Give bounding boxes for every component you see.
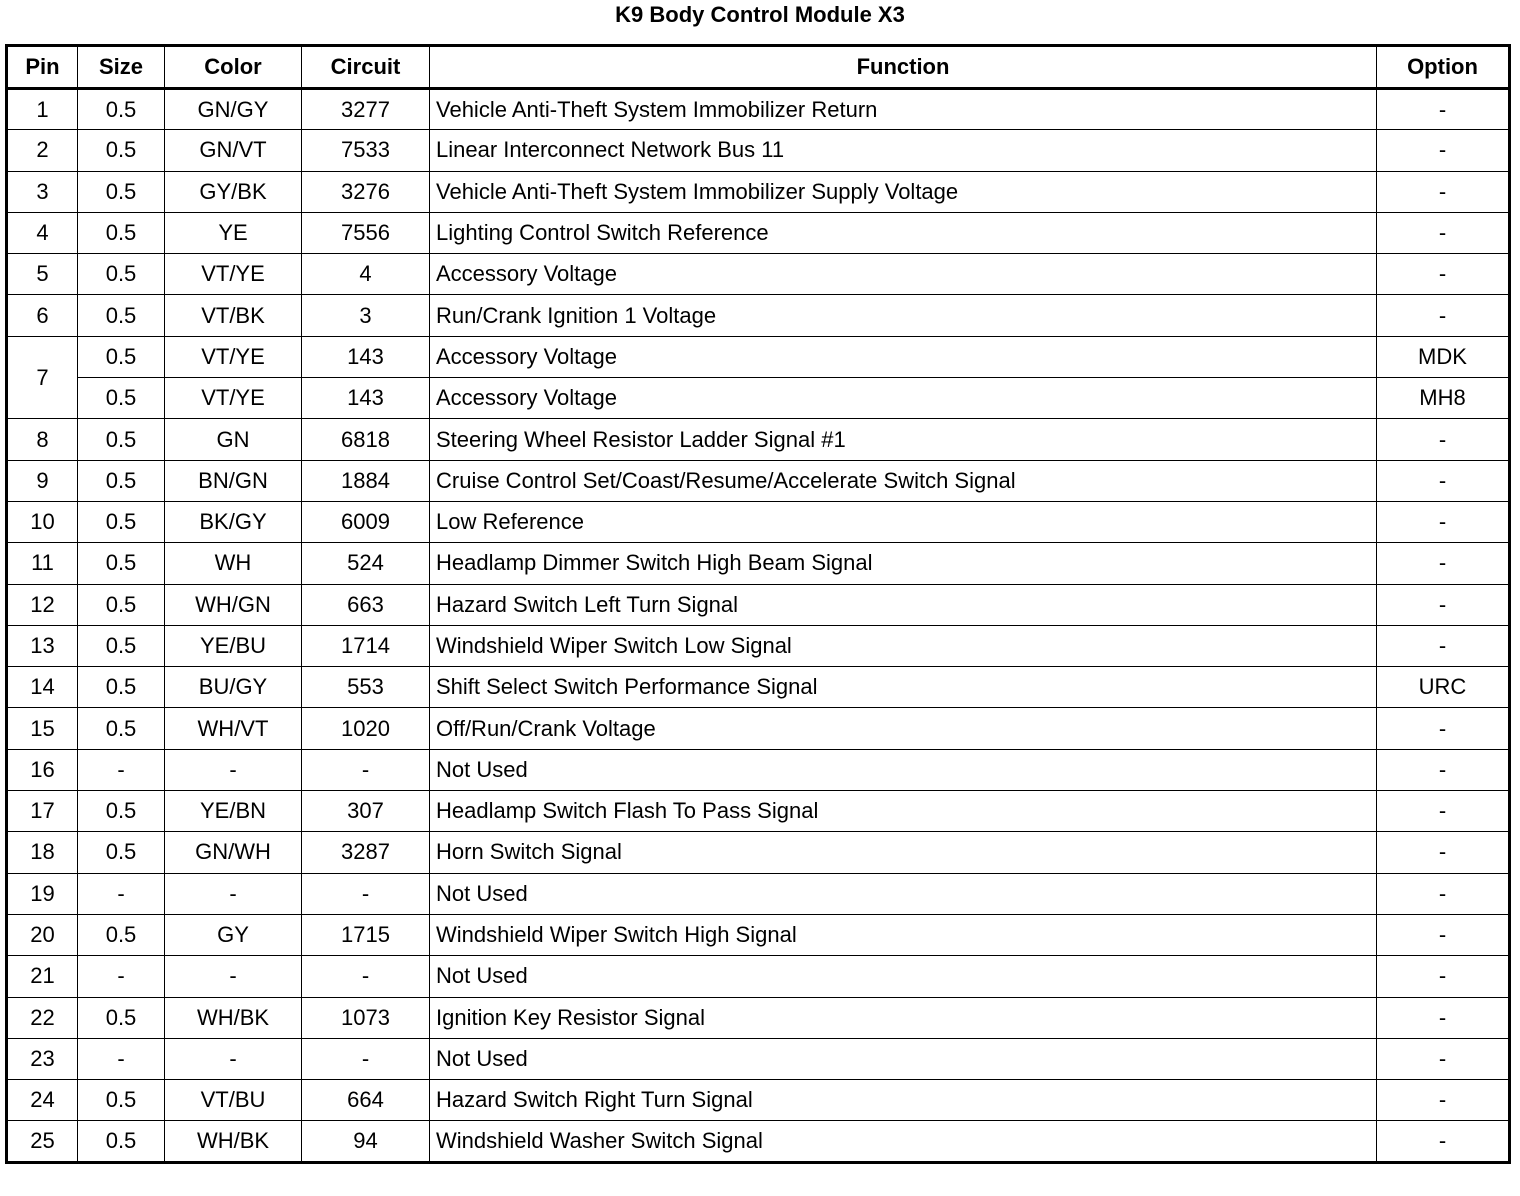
circuit-cell: 143 bbox=[302, 378, 430, 419]
header-row bbox=[7, 46, 1510, 89]
size-cell: 0.5 bbox=[78, 171, 165, 212]
color-cell: WH/VT bbox=[165, 708, 302, 749]
size-cell: - bbox=[78, 873, 165, 914]
function-cell: Accessory Voltage bbox=[430, 254, 1377, 295]
option-cell: - bbox=[1377, 543, 1510, 584]
circuit-cell: 1020 bbox=[302, 708, 430, 749]
table-row bbox=[7, 336, 1510, 377]
header-pin: Pin bbox=[7, 46, 78, 89]
table-row bbox=[7, 1080, 1510, 1121]
table-row bbox=[7, 295, 1510, 336]
color-cell: BU/GY bbox=[165, 667, 302, 708]
function-cell: Accessory Voltage bbox=[430, 378, 1377, 419]
size-cell: - bbox=[78, 749, 165, 790]
option-cell: - bbox=[1377, 1121, 1510, 1162]
size-cell: 0.5 bbox=[78, 89, 165, 130]
pin-cell: 22 bbox=[7, 997, 78, 1038]
pin-cell: 3 bbox=[7, 171, 78, 212]
function-cell: Vehicle Anti-Theft System Immobilizer Supply Voltage bbox=[430, 171, 1377, 212]
size-cell: 0.5 bbox=[78, 336, 165, 377]
circuit-cell: 524 bbox=[302, 543, 430, 584]
size-cell: 0.5 bbox=[78, 130, 165, 171]
color-cell: VT/YE bbox=[165, 254, 302, 295]
function-cell: Ignition Key Resistor Signal bbox=[430, 997, 1377, 1038]
color-cell: GN/GY bbox=[165, 89, 302, 130]
table-row bbox=[7, 212, 1510, 253]
color-cell: BN/GN bbox=[165, 460, 302, 501]
size-cell: 0.5 bbox=[78, 212, 165, 253]
size-cell: - bbox=[78, 1038, 165, 1079]
table-row bbox=[7, 791, 1510, 832]
option-cell: - bbox=[1377, 171, 1510, 212]
page-title: K9 Body Control Module X3 bbox=[615, 2, 905, 27]
size-cell: 0.5 bbox=[78, 1080, 165, 1121]
size-cell: 0.5 bbox=[78, 667, 165, 708]
function-cell: Accessory Voltage bbox=[430, 336, 1377, 377]
color-cell: - bbox=[165, 749, 302, 790]
circuit-cell: 4 bbox=[302, 254, 430, 295]
pin-cell: 18 bbox=[7, 832, 78, 873]
pin-cell: 7 bbox=[7, 336, 78, 419]
function-cell: Cruise Control Set/Coast/Resume/Accelerate Switch Signal bbox=[430, 460, 1377, 501]
circuit-cell: 1715 bbox=[302, 914, 430, 955]
circuit-cell: 6818 bbox=[302, 419, 430, 460]
size-cell: 0.5 bbox=[78, 708, 165, 749]
circuit-cell: - bbox=[302, 749, 430, 790]
size-cell: 0.5 bbox=[78, 543, 165, 584]
table-row bbox=[7, 501, 1510, 542]
option-cell: - bbox=[1377, 791, 1510, 832]
pin-cell: 6 bbox=[7, 295, 78, 336]
size-cell: 0.5 bbox=[78, 584, 165, 625]
option-cell: - bbox=[1377, 295, 1510, 336]
function-cell: Off/Run/Crank Voltage bbox=[430, 708, 1377, 749]
table-row bbox=[7, 997, 1510, 1038]
function-cell: Shift Select Switch Performance Signal bbox=[430, 667, 1377, 708]
color-cell: - bbox=[165, 956, 302, 997]
color-cell: GN bbox=[165, 419, 302, 460]
table-row bbox=[7, 89, 1510, 130]
table-row bbox=[7, 378, 1510, 419]
color-cell: YE/BU bbox=[165, 625, 302, 666]
header-circuit: Circuit bbox=[302, 46, 430, 89]
option-cell: - bbox=[1377, 956, 1510, 997]
size-cell: 0.5 bbox=[78, 419, 165, 460]
size-cell: 0.5 bbox=[78, 997, 165, 1038]
color-cell: VT/YE bbox=[165, 336, 302, 377]
option-cell: MDK bbox=[1377, 336, 1510, 377]
color-cell: WH/GN bbox=[165, 584, 302, 625]
function-cell: Windshield Wiper Switch Low Signal bbox=[430, 625, 1377, 666]
circuit-cell: 143 bbox=[302, 336, 430, 377]
circuit-cell: 3 bbox=[302, 295, 430, 336]
size-cell: 0.5 bbox=[78, 832, 165, 873]
pin-cell: 16 bbox=[7, 749, 78, 790]
table-row bbox=[7, 460, 1510, 501]
header-option: Option bbox=[1377, 46, 1510, 89]
circuit-cell: 1714 bbox=[302, 625, 430, 666]
option-cell: - bbox=[1377, 419, 1510, 460]
table-row bbox=[7, 749, 1510, 790]
function-cell: Horn Switch Signal bbox=[430, 832, 1377, 873]
function-cell: Headlamp Switch Flash To Pass Signal bbox=[430, 791, 1377, 832]
table-row bbox=[7, 584, 1510, 625]
circuit-cell: 664 bbox=[302, 1080, 430, 1121]
pin-cell: 13 bbox=[7, 625, 78, 666]
option-cell: - bbox=[1377, 212, 1510, 253]
option-cell: - bbox=[1377, 914, 1510, 955]
circuit-cell: 6009 bbox=[302, 501, 430, 542]
size-cell: 0.5 bbox=[78, 625, 165, 666]
option-cell: - bbox=[1377, 832, 1510, 873]
pin-cell: 12 bbox=[7, 584, 78, 625]
circuit-cell: 307 bbox=[302, 791, 430, 832]
pin-cell: 21 bbox=[7, 956, 78, 997]
function-cell: Windshield Washer Switch Signal bbox=[430, 1121, 1377, 1162]
color-cell: - bbox=[165, 1038, 302, 1079]
color-cell: WH/BK bbox=[165, 997, 302, 1038]
option-cell: - bbox=[1377, 749, 1510, 790]
pin-cell: 8 bbox=[7, 419, 78, 460]
circuit-cell: 663 bbox=[302, 584, 430, 625]
circuit-cell: 1073 bbox=[302, 997, 430, 1038]
option-cell: - bbox=[1377, 625, 1510, 666]
function-cell: Low Reference bbox=[430, 501, 1377, 542]
circuit-cell: - bbox=[302, 1038, 430, 1079]
circuit-cell: - bbox=[302, 873, 430, 914]
table-row bbox=[7, 873, 1510, 914]
size-cell: 0.5 bbox=[78, 378, 165, 419]
table-row bbox=[7, 419, 1510, 460]
function-cell: Run/Crank Ignition 1 Voltage bbox=[430, 295, 1377, 336]
table-row bbox=[7, 708, 1510, 749]
function-cell: Lighting Control Switch Reference bbox=[430, 212, 1377, 253]
circuit-cell: 553 bbox=[302, 667, 430, 708]
color-cell: GN/VT bbox=[165, 130, 302, 171]
circuit-cell: 3287 bbox=[302, 832, 430, 873]
header-size: Size bbox=[78, 46, 165, 89]
color-cell: GN/WH bbox=[165, 832, 302, 873]
pin-cell: 5 bbox=[7, 254, 78, 295]
color-cell: YE bbox=[165, 212, 302, 253]
function-cell: Linear Interconnect Network Bus 11 bbox=[430, 130, 1377, 171]
color-cell: YE/BN bbox=[165, 791, 302, 832]
color-cell: GY bbox=[165, 914, 302, 955]
function-cell: Steering Wheel Resistor Ladder Signal #1 bbox=[430, 419, 1377, 460]
size-cell: 0.5 bbox=[78, 914, 165, 955]
function-cell: Not Used bbox=[430, 1038, 1377, 1079]
color-cell: BK/GY bbox=[165, 501, 302, 542]
option-cell: MH8 bbox=[1377, 378, 1510, 419]
option-cell: - bbox=[1377, 130, 1510, 171]
size-cell: 0.5 bbox=[78, 254, 165, 295]
option-cell: - bbox=[1377, 873, 1510, 914]
pin-cell: 11 bbox=[7, 543, 78, 584]
size-cell: 0.5 bbox=[78, 501, 165, 542]
pin-cell: 25 bbox=[7, 1121, 78, 1162]
color-cell: - bbox=[165, 873, 302, 914]
color-cell: VT/BK bbox=[165, 295, 302, 336]
circuit-cell: 7556 bbox=[302, 212, 430, 253]
pin-cell: 24 bbox=[7, 1080, 78, 1121]
table-body bbox=[7, 89, 1510, 1163]
table-row bbox=[7, 956, 1510, 997]
option-cell: - bbox=[1377, 1038, 1510, 1079]
color-cell: GY/BK bbox=[165, 171, 302, 212]
table-row bbox=[7, 254, 1510, 295]
table-row bbox=[7, 625, 1510, 666]
table-row bbox=[7, 914, 1510, 955]
header-color: Color bbox=[165, 46, 302, 89]
pin-cell: 15 bbox=[7, 708, 78, 749]
option-cell: - bbox=[1377, 708, 1510, 749]
pin-cell: 2 bbox=[7, 130, 78, 171]
color-cell: WH/BK bbox=[165, 1121, 302, 1162]
pin-cell: 23 bbox=[7, 1038, 78, 1079]
table-row bbox=[7, 1038, 1510, 1079]
pin-cell: 4 bbox=[7, 212, 78, 253]
pin-cell: 1 bbox=[7, 89, 78, 130]
pin-cell: 19 bbox=[7, 873, 78, 914]
color-cell: VT/BU bbox=[165, 1080, 302, 1121]
function-cell: Windshield Wiper Switch High Signal bbox=[430, 914, 1377, 955]
function-cell: Vehicle Anti-Theft System Immobilizer Return bbox=[430, 89, 1377, 130]
option-cell: - bbox=[1377, 254, 1510, 295]
table-row bbox=[7, 667, 1510, 708]
function-cell: Hazard Switch Left Turn Signal bbox=[430, 584, 1377, 625]
circuit-cell: 94 bbox=[302, 1121, 430, 1162]
option-cell: - bbox=[1377, 1080, 1510, 1121]
table-row bbox=[7, 832, 1510, 873]
color-cell: WH bbox=[165, 543, 302, 584]
function-cell: Not Used bbox=[430, 749, 1377, 790]
option-cell: - bbox=[1377, 997, 1510, 1038]
function-cell: Not Used bbox=[430, 956, 1377, 997]
function-cell: Not Used bbox=[430, 873, 1377, 914]
size-cell: - bbox=[78, 956, 165, 997]
header-function: Function bbox=[430, 46, 1377, 89]
size-cell: 0.5 bbox=[78, 460, 165, 501]
pin-cell: 10 bbox=[7, 501, 78, 542]
circuit-cell: 3277 bbox=[302, 89, 430, 130]
pin-cell: 9 bbox=[7, 460, 78, 501]
circuit-cell: 7533 bbox=[302, 130, 430, 171]
pin-cell: 14 bbox=[7, 667, 78, 708]
size-cell: 0.5 bbox=[78, 295, 165, 336]
table-row bbox=[7, 171, 1510, 212]
table-row bbox=[7, 1121, 1510, 1162]
option-cell: - bbox=[1377, 460, 1510, 501]
circuit-cell: - bbox=[302, 956, 430, 997]
pinout-table bbox=[5, 44, 1511, 1164]
function-cell: Headlamp Dimmer Switch High Beam Signal bbox=[430, 543, 1377, 584]
size-cell: 0.5 bbox=[78, 791, 165, 832]
table-row bbox=[7, 130, 1510, 171]
option-cell: - bbox=[1377, 501, 1510, 542]
table-row bbox=[7, 543, 1510, 584]
circuit-cell: 1884 bbox=[302, 460, 430, 501]
option-cell: URC bbox=[1377, 667, 1510, 708]
function-cell: Hazard Switch Right Turn Signal bbox=[430, 1080, 1377, 1121]
option-cell: - bbox=[1377, 584, 1510, 625]
pin-cell: 17 bbox=[7, 791, 78, 832]
size-cell: 0.5 bbox=[78, 1121, 165, 1162]
option-cell: - bbox=[1377, 89, 1510, 130]
color-cell: VT/YE bbox=[165, 378, 302, 419]
pin-cell: 20 bbox=[7, 914, 78, 955]
circuit-cell: 3276 bbox=[302, 171, 430, 212]
